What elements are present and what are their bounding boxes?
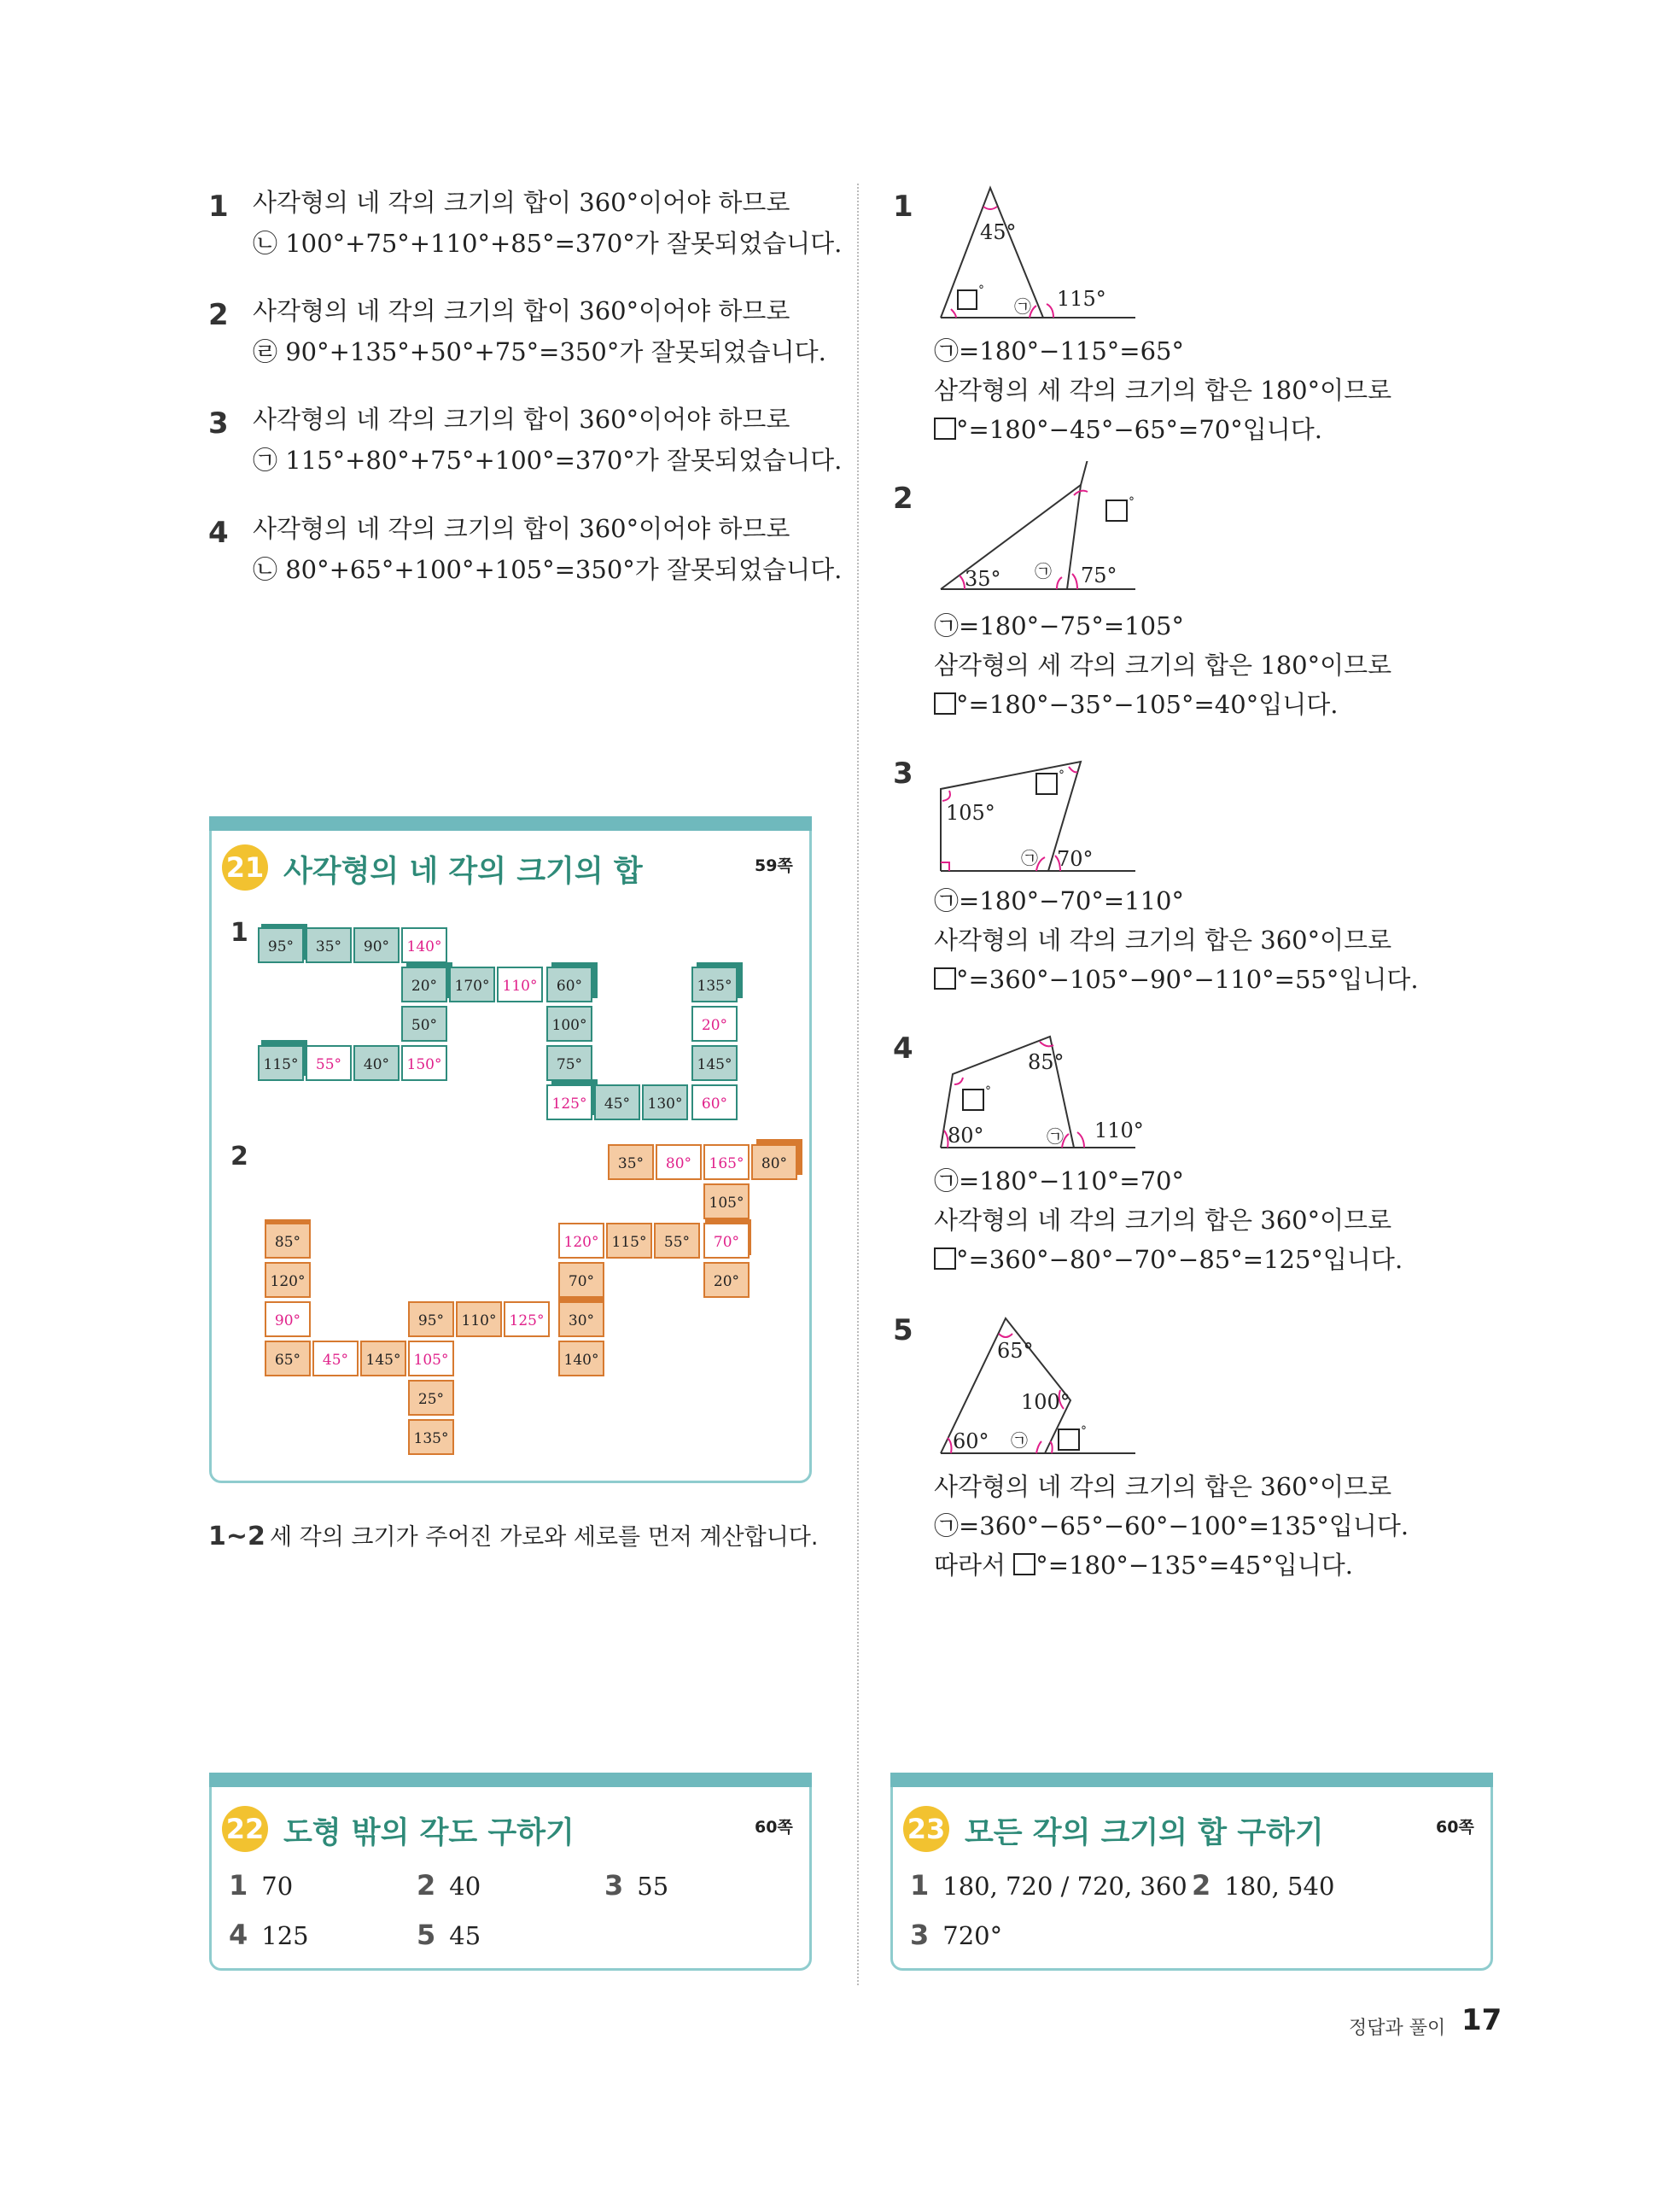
puzzle-cell: 60°	[546, 967, 592, 1002]
answer-item	[229, 1919, 309, 1951]
answer-value: 55	[637, 1872, 669, 1901]
puzzle-cell: 140°	[558, 1341, 604, 1376]
answer-value: 180, 540	[1224, 1872, 1335, 1901]
puzzle-label: 2	[230, 1142, 248, 1171]
section-title: 사각형의 네 각의 크기의 합	[283, 855, 643, 889]
problem-number: 5	[893, 1313, 913, 1347]
problem-equation: 115°+80°+75°+100°=370°가 잘못되었습니다.	[285, 446, 843, 475]
answer-value: 125	[261, 1921, 309, 1950]
unknown-box	[1059, 1429, 1079, 1450]
column-divider	[857, 184, 859, 1985]
puzzle-cell: 35°	[608, 1144, 654, 1180]
puzzle-cell: 105°	[703, 1183, 750, 1219]
puzzle-cell: 135°	[691, 967, 738, 1002]
puzzle-cell-answer: 20°	[691, 1006, 738, 1042]
puzzle-cell: 85°	[265, 1223, 311, 1259]
section-title: 모든 각의 크기의 합 구하기	[965, 1816, 1324, 1850]
answer-item	[604, 1869, 668, 1902]
puzzle-cell: 115°	[258, 1045, 304, 1081]
problem-line-2	[253, 224, 842, 263]
solution-prefix: 따라서	[934, 1551, 1006, 1580]
puzzle-cell: 115°	[606, 1223, 652, 1259]
puzzle-cell: 25°	[408, 1380, 454, 1416]
problem-number: 2	[893, 482, 913, 516]
solution-line: ㉠=360°−65°−60°−100°=135°입니다.	[934, 1511, 1409, 1540]
problem-line-2	[253, 441, 842, 480]
answer-number: 1	[910, 1869, 930, 1902]
problem-equation: 90°+135°+50°+75°=350°가 잘못되었습니다.	[285, 337, 826, 366]
puzzle-cell: 80°	[751, 1144, 797, 1180]
answer-value: 70	[261, 1872, 294, 1901]
problem-equation: 80°+65°+100°+105°=350°가 잘못되었습니다.	[285, 555, 843, 584]
answer-number: 4	[229, 1919, 248, 1951]
unknown-box	[1013, 1553, 1035, 1575]
puzzle-cell-answer: 70°	[703, 1223, 750, 1259]
puzzle-cell: 40°	[353, 1045, 400, 1081]
angle-label: 60°	[953, 1429, 989, 1453]
puzzle-cell: 95°	[258, 927, 304, 963]
solution-line: ㉠=180°−110°=70°	[934, 1166, 1185, 1195]
degree-mark: °	[1081, 1424, 1087, 1438]
page-number: 17	[1461, 2003, 1502, 2037]
circled-mark: ㉡	[253, 229, 278, 258]
degree-mark: °	[1129, 495, 1135, 509]
unknown-box	[934, 967, 956, 990]
angle-label: 115°	[1057, 287, 1106, 311]
answer-number: 3	[604, 1869, 624, 1902]
box-header-bar	[890, 1773, 1493, 1787]
puzzle-cell: 35°	[306, 927, 352, 963]
answer-value: 40	[449, 1872, 481, 1901]
answer-value: 180, 720 / 720, 360	[942, 1872, 1187, 1901]
angle-label: 65°	[997, 1339, 1034, 1363]
puzzle-cell-answer: 45°	[312, 1341, 359, 1376]
unknown-box	[934, 418, 956, 440]
unknown-box	[934, 692, 956, 715]
section-22-box	[209, 1773, 812, 1971]
answer-item	[910, 1919, 1002, 1951]
unknown-box	[958, 290, 977, 309]
answer-value: 45	[449, 1921, 481, 1950]
puzzle-cell-answer: 105°	[408, 1341, 454, 1376]
answer-value: 720°	[942, 1921, 1003, 1950]
puzzle-cell-answer: 140°	[401, 927, 447, 963]
answer-number: 5	[417, 1919, 436, 1951]
problem-line: 사각형의 네 각의 크기의 합이 360°이어야 하므로	[253, 514, 790, 543]
solution-line: 삼각형의 세 각의 크기의 합은 180°이므로	[934, 651, 1392, 680]
puzzle-cell-answer: 80°	[656, 1144, 702, 1180]
unknown-box	[963, 1090, 983, 1110]
puzzle-cell-answer: 110°	[497, 967, 543, 1002]
puzzle-cell: 100°	[546, 1006, 592, 1042]
solution-equation: °=360°−80°−70°−85°=125°입니다.	[956, 1245, 1403, 1274]
angle-label: 105°	[946, 801, 995, 825]
note-number: 1~2	[208, 1522, 265, 1551]
answer-number: 3	[910, 1919, 930, 1951]
puzzle-cell-answer: 125°	[504, 1301, 550, 1337]
answer-item	[417, 1919, 481, 1951]
degree-mark: °	[978, 283, 984, 297]
section-page: 60쪽	[1436, 1818, 1474, 1837]
answer-item	[1192, 1869, 1334, 1902]
box-header-bar	[209, 1773, 812, 1787]
problem-line-2	[253, 332, 826, 371]
section-page: 60쪽	[755, 1818, 793, 1837]
puzzle-cell: 170°	[449, 967, 495, 1002]
solution-line: 사각형의 네 각의 크기의 합은 360°이므로	[934, 1472, 1392, 1501]
section-23-box	[890, 1773, 1493, 1971]
solution-line: 사각형의 네 각의 크기의 합은 360°이므로	[934, 1206, 1392, 1235]
answer-number: 1	[229, 1869, 248, 1902]
answer-number: 2	[1192, 1869, 1211, 1902]
problem-line-2	[253, 550, 842, 589]
angle-label: 110°	[1094, 1119, 1144, 1142]
puzzle-cell: 90°	[353, 927, 400, 963]
puzzle-cell: 95°	[408, 1301, 454, 1337]
circled-mark: ㉠	[1021, 848, 1038, 868]
puzzle-cell: 30°	[558, 1301, 604, 1337]
unknown-box	[934, 1247, 956, 1270]
puzzle-cell: 145°	[691, 1045, 738, 1081]
solution-equation: °=360°−105°−90°−110°=55°입니다.	[956, 965, 1419, 994]
box-header-bar	[209, 816, 812, 831]
circled-mark: ㉠	[1035, 561, 1052, 581]
circled-mark: ㉠	[1014, 296, 1031, 317]
puzzle-cell: 145°	[360, 1341, 406, 1376]
unknown-box	[1106, 500, 1127, 521]
problem-number: 4	[208, 516, 229, 550]
problem-line: 사각형의 네 각의 크기의 합이 360°이어야 하므로	[253, 296, 790, 325]
circled-mark: ㉠	[1011, 1430, 1028, 1451]
puzzle-cell-answer: 90°	[265, 1301, 311, 1337]
solution-line-3	[934, 1545, 1353, 1585]
circled-mark: ㉡	[253, 555, 278, 584]
angle-label: 80°	[948, 1124, 984, 1148]
circled-mark: ㉠	[253, 446, 278, 475]
puzzle-cell-answer: 165°	[703, 1144, 750, 1180]
problem-line: 사각형의 네 각의 크기의 합이 360°이어야 하므로	[253, 405, 790, 434]
puzzle-cell: 50°	[401, 1006, 447, 1042]
problem-number: 1	[208, 190, 229, 224]
quadrilateral-figure-4	[930, 1025, 1144, 1153]
answer-item	[910, 1869, 1187, 1902]
quadrilateral-figure-3	[930, 748, 1144, 876]
puzzle-cell: 130°	[642, 1084, 688, 1120]
solution-equation: °=180°−35°−105°=40°입니다.	[956, 690, 1339, 719]
angle-label: 35°	[965, 567, 1001, 591]
section-badge: 23	[903, 1806, 949, 1852]
solution-equation: °=180°−45°−65°=70°입니다.	[956, 415, 1323, 444]
puzzle-cell-answer: 120°	[558, 1223, 604, 1259]
puzzle-cell: 110°	[456, 1301, 502, 1337]
unknown-box	[1036, 774, 1057, 794]
puzzle-cell: 20°	[401, 967, 447, 1002]
problem-number: 4	[893, 1031, 913, 1066]
solution-line: ㉠=180°−115°=65°	[934, 336, 1185, 365]
answer-item	[229, 1869, 293, 1902]
solution-equation: °=180°−135°=45°입니다.	[1035, 1551, 1354, 1580]
degree-mark: °	[985, 1084, 991, 1098]
puzzle-cell-answer: 125°	[546, 1084, 592, 1120]
solution-line-3	[934, 410, 1322, 449]
problem-line: 사각형의 네 각의 크기의 합이 360°이어야 하므로	[253, 188, 790, 217]
puzzle-cell: 55°	[654, 1223, 700, 1259]
circled-mark: ㉠	[1047, 1126, 1064, 1147]
section-badge: 21	[222, 844, 268, 891]
solution-line: ㉠=180°−75°=105°	[934, 611, 1185, 640]
solution-line-3	[934, 685, 1338, 724]
puzzle-cell-answer: 55°	[306, 1045, 352, 1081]
solution-line: 삼각형의 세 각의 크기의 합은 180°이므로	[934, 376, 1392, 405]
triangle-figure-1	[930, 179, 1144, 324]
puzzle-cell: 65°	[265, 1341, 311, 1376]
angle-label: 85°	[1028, 1050, 1065, 1074]
solution-line-3	[934, 1240, 1403, 1279]
puzzle-cell: 45°	[594, 1084, 640, 1120]
angle-label: 70°	[1057, 847, 1094, 871]
puzzle-cell: 20°	[703, 1262, 750, 1298]
problem-number: 1	[893, 190, 913, 224]
puzzle-cell: 75°	[546, 1045, 592, 1081]
puzzle-cell-answer: 150°	[401, 1045, 447, 1081]
puzzle-cell: 135°	[408, 1419, 454, 1455]
solution-line: 사각형의 네 각의 크기의 합은 360°이므로	[934, 926, 1392, 955]
angle-label: 100°	[1021, 1390, 1070, 1414]
answer-number: 2	[417, 1869, 436, 1902]
degree-mark: °	[1059, 768, 1065, 782]
circled-mark: ㉣	[253, 337, 278, 366]
solution-line: ㉠=180°−70°=110°	[934, 886, 1185, 915]
answer-item	[417, 1869, 481, 1902]
section-title: 도형 밖의 각도 구하기	[283, 1816, 575, 1850]
section-page: 59쪽	[755, 856, 793, 875]
triangle-figure-2	[930, 461, 1144, 598]
section-badge: 22	[222, 1806, 268, 1852]
angle-label: 45°	[980, 220, 1017, 244]
puzzle-cell: 120°	[265, 1262, 311, 1298]
puzzle-cell-answer: 60°	[691, 1084, 738, 1120]
problem-number: 2	[208, 298, 229, 332]
problem-equation: 100°+75°+110°+85°=370°가 잘못되었습니다.	[285, 229, 843, 258]
problem-number: 3	[893, 757, 913, 791]
angle-label: 75°	[1081, 564, 1117, 587]
footer-label: 정답과 풀이	[1349, 2018, 1446, 2039]
quadrilateral-figure-5	[930, 1306, 1144, 1460]
solution-line-3	[934, 960, 1419, 999]
problem-number: 3	[208, 406, 229, 441]
note-text: 세 각의 크기가 주어진 가로와 세로를 먼저 계산합니다.	[270, 1524, 819, 1551]
puzzle-cell: 70°	[558, 1262, 604, 1298]
puzzle-label: 1	[230, 918, 248, 948]
